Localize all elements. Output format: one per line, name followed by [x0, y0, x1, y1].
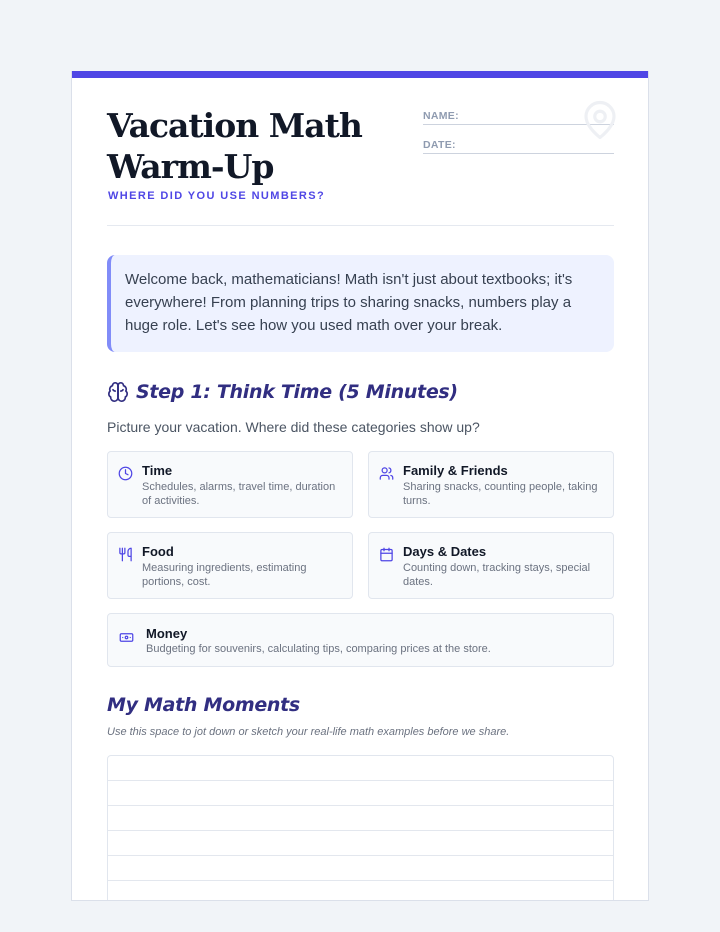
category-title: Food	[142, 544, 174, 559]
step1-prompt: Picture your vacation. Where did these categories show up?	[107, 419, 480, 435]
category-desc: Schedules, alarms, travel time, duration of activities.	[142, 481, 336, 507]
money-icon	[119, 630, 134, 645]
utensils-icon	[118, 547, 133, 562]
moments-title: My Math Moments	[107, 694, 300, 716]
accent-bar	[71, 71, 649, 78]
worksheet-page	[71, 71, 649, 901]
clock-icon	[118, 466, 133, 481]
users-icon	[379, 466, 394, 481]
title-line-1: Vacation Math	[107, 106, 362, 145]
category-card-dates	[368, 532, 614, 599]
moments-hint: Use this space to jot down or sketch your real-life math examples before we share.	[107, 726, 510, 738]
title-line-2: Warm-Up	[107, 147, 274, 186]
name-label: NAME:	[423, 110, 459, 122]
calendar-icon	[379, 547, 394, 562]
step1-heading	[107, 380, 458, 404]
date-label: DATE:	[423, 139, 456, 151]
brain-icon	[107, 381, 129, 403]
category-card-family	[368, 451, 614, 518]
category-desc: Sharing snacks, counting people, taking turns.	[403, 481, 598, 507]
step1-title: Step 1: Think Time (5 Minutes)	[136, 381, 458, 403]
category-title: Days & Dates	[403, 544, 487, 559]
header-divider	[107, 225, 614, 226]
category-desc: Budgeting for souvenirs, calculating tips, comparing prices at the store.	[146, 643, 491, 655]
category-card-time	[107, 451, 353, 518]
category-card-food	[107, 532, 353, 599]
category-title: Time	[142, 463, 173, 478]
category-title: Family & Friends	[403, 463, 508, 478]
category-desc: Counting down, tracking stays, special dates.	[403, 562, 591, 588]
category-desc: Measuring ingredients, estimating portions, cost.	[142, 562, 307, 588]
page-subtitle: WHERE DID YOU USE NUMBERS?	[108, 190, 326, 202]
category-title: Money	[146, 626, 188, 641]
category-card-money	[107, 613, 614, 667]
page-title	[107, 105, 362, 187]
map-pin-icon	[579, 99, 621, 141]
notes-area[interactable]	[107, 755, 614, 901]
intro-callout: Welcome back, mathematicians! Math isn't just about textbooks; it's everywhere! From planning trips to sharing snacks, numbers play a huge role. Let's see how you used math over your break.	[107, 255, 614, 352]
